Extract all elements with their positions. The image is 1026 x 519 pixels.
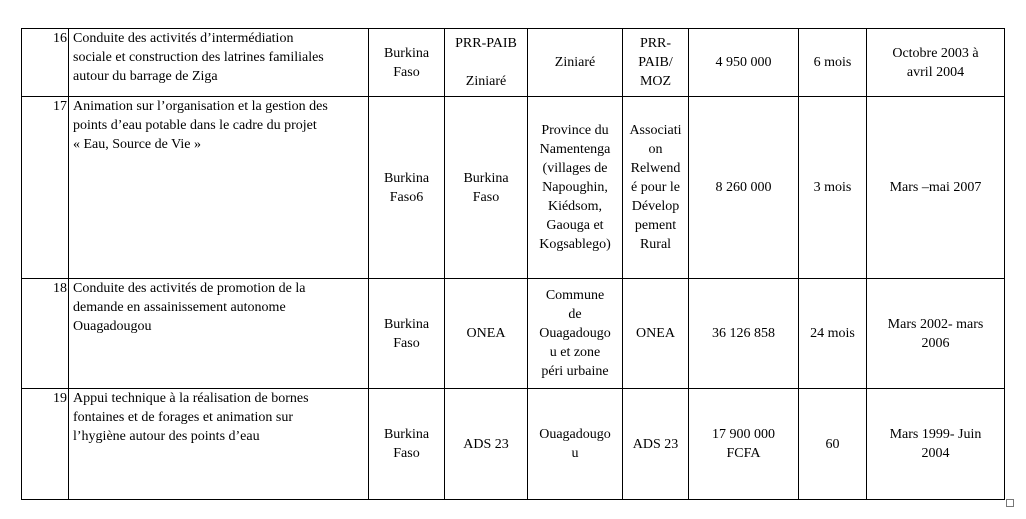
row-number: 17 [22,97,69,279]
amount-cell: 8 260 000 [689,97,799,279]
row-number: 16 [22,29,69,97]
partner-cell: ADS 23 [623,389,689,500]
location-cell: Ziniaré [528,29,623,97]
partner-cell: PRR- PAIB/ MOZ [623,29,689,97]
table-row [22,97,1005,279]
mission-description: Conduite des activités d’intermédiation sociale et construction des latrines familiales autour du barrage de Ziga [69,29,369,97]
duration-cell: 6 mois [799,29,867,97]
period-cell: Octobre 2003 à avril 2004 [867,29,1005,97]
country-cell: Burkina Faso [369,29,445,97]
mission-description: Conduite des activités de promotion de la demande en assainissement autonome Ouagadougou [69,279,369,389]
duration-cell: 24 mois [799,279,867,389]
table-row [22,279,1005,389]
client-cell: PRR-PAIB Ziniaré [445,29,528,97]
amount-cell: 4 950 000 [689,29,799,97]
duration-cell: 60 [799,389,867,500]
country-cell: Burkina Faso [369,279,445,389]
references-table [21,28,1005,500]
client-cell: ONEA [445,279,528,389]
duration-cell: 3 mois [799,97,867,279]
period-cell: Mars 2002- mars 2006 [867,279,1005,389]
period-cell: Mars 1999- Juin 2004 [867,389,1005,500]
location-cell: Province du Namentenga (villages de Napoughin, Kiédsom, Gaouga et Kogsablego) [528,97,623,279]
row-number: 18 [22,279,69,389]
amount-cell: 36 126 858 [689,279,799,389]
row-number: 19 [22,389,69,500]
partner-cell: ONEA [623,279,689,389]
client-cell: ADS 23 [445,389,528,500]
location-cell: Commune de Ouagadougo u et zone péri urbaine [528,279,623,389]
period-cell: Mars –mai 2007 [867,97,1005,279]
mission-description: Appui technique à la réalisation de bornes fontaines et de forages et animation sur l’hygiène autour des points d’eau [69,389,369,500]
paragraph-end-marker [1006,499,1014,507]
country-cell: Burkina Faso6 [369,97,445,279]
partner-cell: Associati on Relwend é pour le Dévelop pement Rural [623,97,689,279]
mission-description: Animation sur l’organisation et la gestion des points d’eau potable dans le cadre du projet « Eau, Source de Vie » [69,97,369,279]
location-cell: Ouagadougo u [528,389,623,500]
table-row [22,29,1005,97]
client-cell: Burkina Faso [445,97,528,279]
amount-cell: 17 900 000 FCFA [689,389,799,500]
table-row [22,389,1005,500]
country-cell: Burkina Faso [369,389,445,500]
